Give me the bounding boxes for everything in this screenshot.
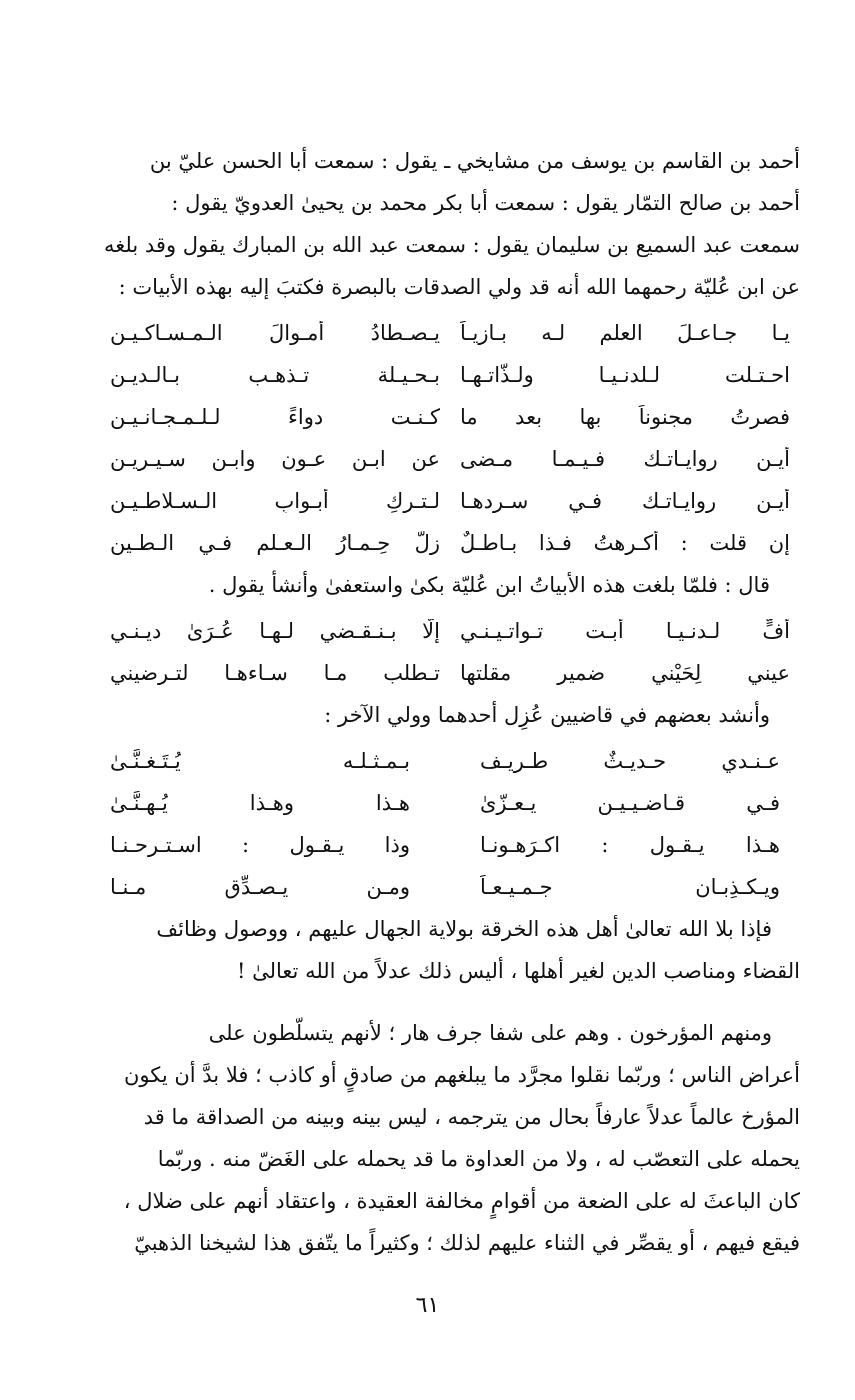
second-hemistich: زلَّ حِـمـارُ الـعـلم فـي الـطـين: [110, 531, 440, 555]
second-hemistich: هـذا وهـذا يُـهـنَّـىٰ: [110, 791, 410, 815]
verse: [100, 522, 800, 564]
first-hemistich: عـنـدي حـديـثٌ طـريـف: [480, 749, 780, 773]
text-line: أحمد بن القاسم بن يوسف من مشايخي ـ يقول : سمعت أبا الحسن عليّ بن: [149, 149, 800, 173]
text-line: يحمله على التعصّب له ، ولا من العداوة ما قد يحمله على الغَضّ منه . وربّما: [157, 1147, 800, 1171]
intro-paragraph: [100, 140, 800, 308]
first-hemistich: فصرتُ مجنوناً بها بعد ما: [460, 405, 790, 429]
second-hemistich: بـمـثـلـه يُـتَـغـنَّـىٰ: [110, 749, 410, 773]
first-hemistich: احـتـلت لـلدنـيـا ولـذَّاتـهـا: [460, 363, 790, 387]
second-hemistich: عن ابـنِ عـونٍ وابـن سـيـريـن: [110, 447, 440, 471]
first-hemistich: أفٍّ لـدنـيـا أبـت تـواتـيـنـي: [460, 619, 790, 643]
text-line: فيقع فيهم ، أو يقصِّر في الثناء عليهم لذلك ؛ وكثيراً ما يتّفق هذا لشيخنا الذهبيّ: [134, 1231, 800, 1255]
verse: [100, 652, 800, 694]
narration-line: قال : فلمّا بلغت هذه الأبياتُ ابن عُليّة بكىٰ واستعفىٰ وأنشأ يقول .: [208, 573, 770, 597]
verse: [100, 480, 800, 522]
closing-paragraph: [100, 908, 800, 992]
verse: [100, 610, 800, 652]
verse: [100, 396, 800, 438]
verse: [100, 438, 800, 480]
second-hemistich: تـطلب مـا سـاءهـا لتـرضيني: [110, 661, 440, 685]
second-hemistich: وذا يـقـول : اسـتـرحـنـا: [110, 833, 410, 857]
document-page: [100, 140, 800, 1264]
poem-three: [100, 740, 790, 908]
text-line: سمعت عبد السميع بن سليمان يقول : سمعت عبد الله بن المبارك يقول وقد بلغه: [104, 233, 800, 257]
verse: [100, 782, 790, 824]
verse: [100, 354, 800, 396]
text-line: ومنهم المؤرخون . وهم على شفا جرف هار ؛ لأنهم يتسلّطون على: [208, 1021, 772, 1045]
text-line: كان الباعثَ له على الضعة من أقوامٍ مخالفة العقيدة ، واعتقاد أنهم على ضلال ،: [123, 1189, 800, 1213]
page-number: ٦١: [415, 1293, 440, 1318]
verse: [100, 866, 790, 908]
text-line: فإذا بلا الله تعالىٰ أهل هذه الخرقة بولاية الجهال عليهم ، ووصول وظائف: [156, 917, 772, 941]
second-hemistich: كـنـت دواءً لـلـمـجـانـيـن: [110, 405, 440, 429]
first-hemistich: هـذا يـقـول : اكـرَهـونـا: [480, 833, 780, 857]
text-line: المؤرخ عالماً عدلاً عارفاً بحال من يترجمه ، ليس بينه وبينه من الصداقة ما قد: [143, 1105, 800, 1129]
text-line: القضاء ومناصب الدين لغير أهلها ، أليس ذلك عدلاً من الله تعالىٰ !: [237, 959, 800, 983]
first-hemistich: ويـكـذِبـان جـمـيـعـاً: [480, 875, 780, 899]
first-hemistich: فـي قـاضـيـيـن يـعـزّىٰ: [480, 791, 780, 815]
first-hemistich: يـا جـاعـلَ العلم لـه بـازيـاً: [460, 321, 790, 345]
second-hemistich: يـصـطادُ أمـوالَ الـمـسـاكـيـنِ: [110, 321, 440, 345]
second-hemistich: إلّا بـنـقـضي لـهـا عُـرَىٰ ديـنـي: [110, 619, 440, 643]
narration-line: وأنشد بعضهم في قاضيين عُزِل أحدهما وولي الآخر :: [324, 703, 770, 727]
poem-two: [100, 610, 800, 694]
first-hemistich: عيني لِحَيْني ضمير مقلتها: [460, 661, 790, 685]
first-hemistich: أيـن روايـاتـك فـيـمـا مـضى: [460, 447, 790, 471]
text-line: أعراض الناس ؛ وربّما نقلوا مجرَّد ما يبلغهم من صادقٍ أو كاذب ؛ فلا بدَّ أن يكون: [123, 1063, 800, 1087]
second-hemistich: لـتـركِ أبـوابِ الـسـلاطـيـن: [110, 489, 440, 513]
verse: [100, 740, 790, 782]
verse: [100, 824, 790, 866]
first-hemistich: إن قلت : أكـرهتُ فـذا بـاطـلٌ: [460, 531, 790, 555]
paragraph-gap: [100, 992, 800, 1012]
second-hemistich: بـحـيـلة تـذهـب بـالـديـن: [110, 363, 440, 387]
verse: [100, 312, 800, 354]
second-hemistich: ومـن يـصـدِّق مـنـا: [110, 875, 410, 899]
historians-paragraph: [100, 1012, 800, 1264]
text-line: عن ابن عُليّة رحمهما الله أنه قد ولي الصدقات بالبصرة فكتبَ إليه بهذه الأبيات :: [118, 275, 800, 299]
poem-one: [100, 312, 800, 564]
first-hemistich: أيـن روايـاتـك فـي سـردهـا: [460, 489, 790, 513]
text-line: أحمد بن صالح التمّار يقول : سمعت أبا بكر محمد بن يحيىٰ العدويّ يقول :: [171, 191, 800, 215]
